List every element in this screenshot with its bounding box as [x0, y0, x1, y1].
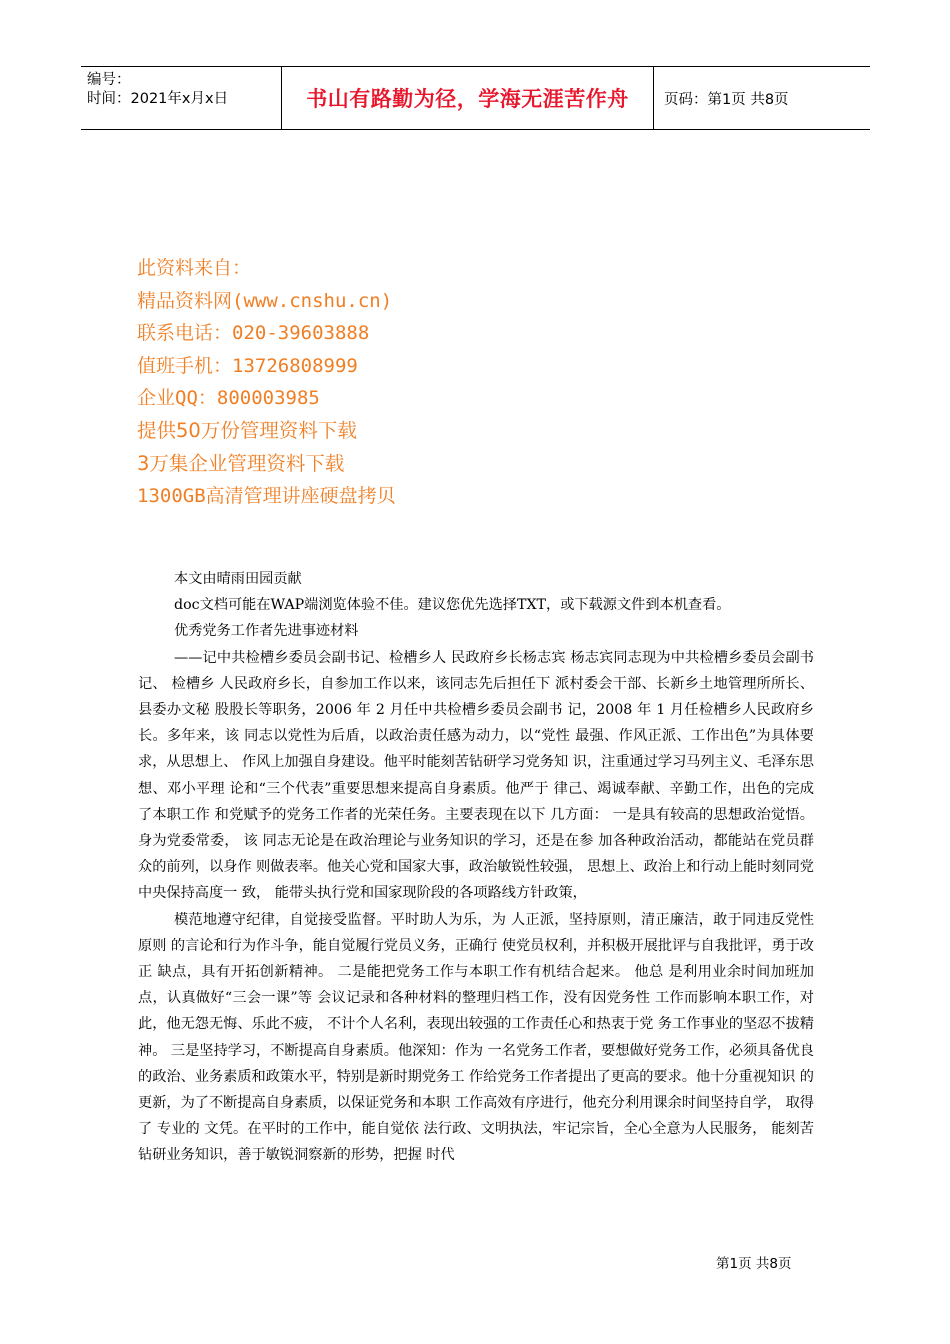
article-title: 优秀党务工作者先进事迹材料 [174, 623, 359, 640]
header-page-label: 页码：第1页 共8页 [664, 91, 789, 108]
article-paragraph: 模范地遵守纪律，自觉接受监督。平时助人为乐，为 人正派，坚持原则，清正廉洁，敢于同违反党性原则 的言论和行为作斗争，能自觉履行党员义务，正确行 使党员权利，并积极开展批评与自我批评，勇于改正 缺点，具有开拓创新精神。 二是能把党务工作与本职工作有机结合起来。 他总 是利用业余时间加班加点，认真做好“三会一课”等 会议记录和各种材料的整理归档工作，没有因党务性 工作而影响本职工作，对此，他无怨无悔、乐此不疲， 不计个人名利，表现出较强的工作责任心和热衷于党 务工作事业的坚忍不拔精神。 三是坚持学习，不断提高自身素质。他深知：作为 一名党务工作者，要想做好党务工作，必须具备优良 的政治、业务素质和政策水平，特别是新时期党务工 作给党务工作者提出了更高的要求。他十分重视知识 的更新，为了不断提高自身素质，以保证党务和本职 工作高效有序进行，他充分利用课余时间坚持自学， 取得了 专业的 文凭。在平时的工作中，能自觉依 法行政、文明执法，牢记宗旨，全心全意为人民服务， 能刻苦钻研业务知识，善于敏锐洞察新的形势，把握 时代 [138, 911, 814, 1164]
promo-block [137, 252, 396, 513]
format-notice: doc文档可能在WAP端浏览体验不佳。建议您优先选择TXT，或下载源文件到本机查看。 [174, 597, 731, 614]
promo-line: 1300GB高清管理讲座硬盘拷贝 [137, 485, 396, 508]
article-body [138, 566, 814, 1169]
header-motto-cell [282, 67, 654, 129]
footer-page-number: 第1页 共8页 [716, 1256, 792, 1272]
contributor-line: 本文由晴雨田园贡献 [174, 571, 302, 587]
header-left-cell [81, 67, 282, 129]
article-paragraph: ——记中共检槽乡委员会副书记、检槽乡人 民政府乡长杨志宾 杨志宾同志现为中共检槽乡委员会副书记、 检槽乡 人民政府乡长，自参加工作以来，该同志先后担任下 派村委会干部、长新乡土地管理所所长、县委办文秘 股股长等职务，2006 年 2 月任中共检槽乡委员会副书 记，2008 年 1 月任检槽乡人民政府乡长。多年来，该 同志以党性为后盾，以政治责任感为动力，以“党性 最强、作风正派、工作出色”为具体要求，从思想上、 作风上加强自身建设。他平时能刻苦钻研学习党务知 识，注重通过学习马列主义、毛泽东思想、邓小平理 论和“三个代表”重要思想来提高自身素质。他严于 律己、竭诚奉献、辛勤工作，出色的完成了本职工作 和党赋予的党务工作者的光荣任务。主要表现在以下 几方面： 一是具有较高的思想政治觉悟。 身为党委常委， 该 同志无论是在政治理论与业务知识的学习，还是在参 加各种政治活动，都能站在党员群众的前列，以身作 则做表率。他关心党和国家大事，政治敏锐性较强， 思想上、政治上和行动上能时刻同党中央保持高度一 致， 能带头执行党和国家现阶段的各项路线方针政策， [138, 649, 814, 902]
document-number-label: 编号： [87, 72, 131, 88]
promo-line: 精品资料网(www.cnshu.cn) [137, 289, 393, 312]
promo-line: 联系电话：020-39603888 [137, 322, 370, 345]
header-page-cell [654, 67, 870, 129]
header-motto: 书山有路勤为径，学海无涯苦作舟 [306, 87, 629, 111]
promo-line: 值班手机：13726808999 [137, 354, 358, 377]
promo-line: 此资料来自： [137, 257, 252, 279]
promo-line: 企业QQ：800003985 [137, 387, 320, 410]
promo-line: 3万集企业管理资料下载 [137, 451, 345, 475]
promo-line: 提供50万份管理资料下载 [137, 418, 357, 442]
document-date-label: 时间：2021年x月x日 [87, 91, 229, 107]
header-table [81, 66, 870, 130]
